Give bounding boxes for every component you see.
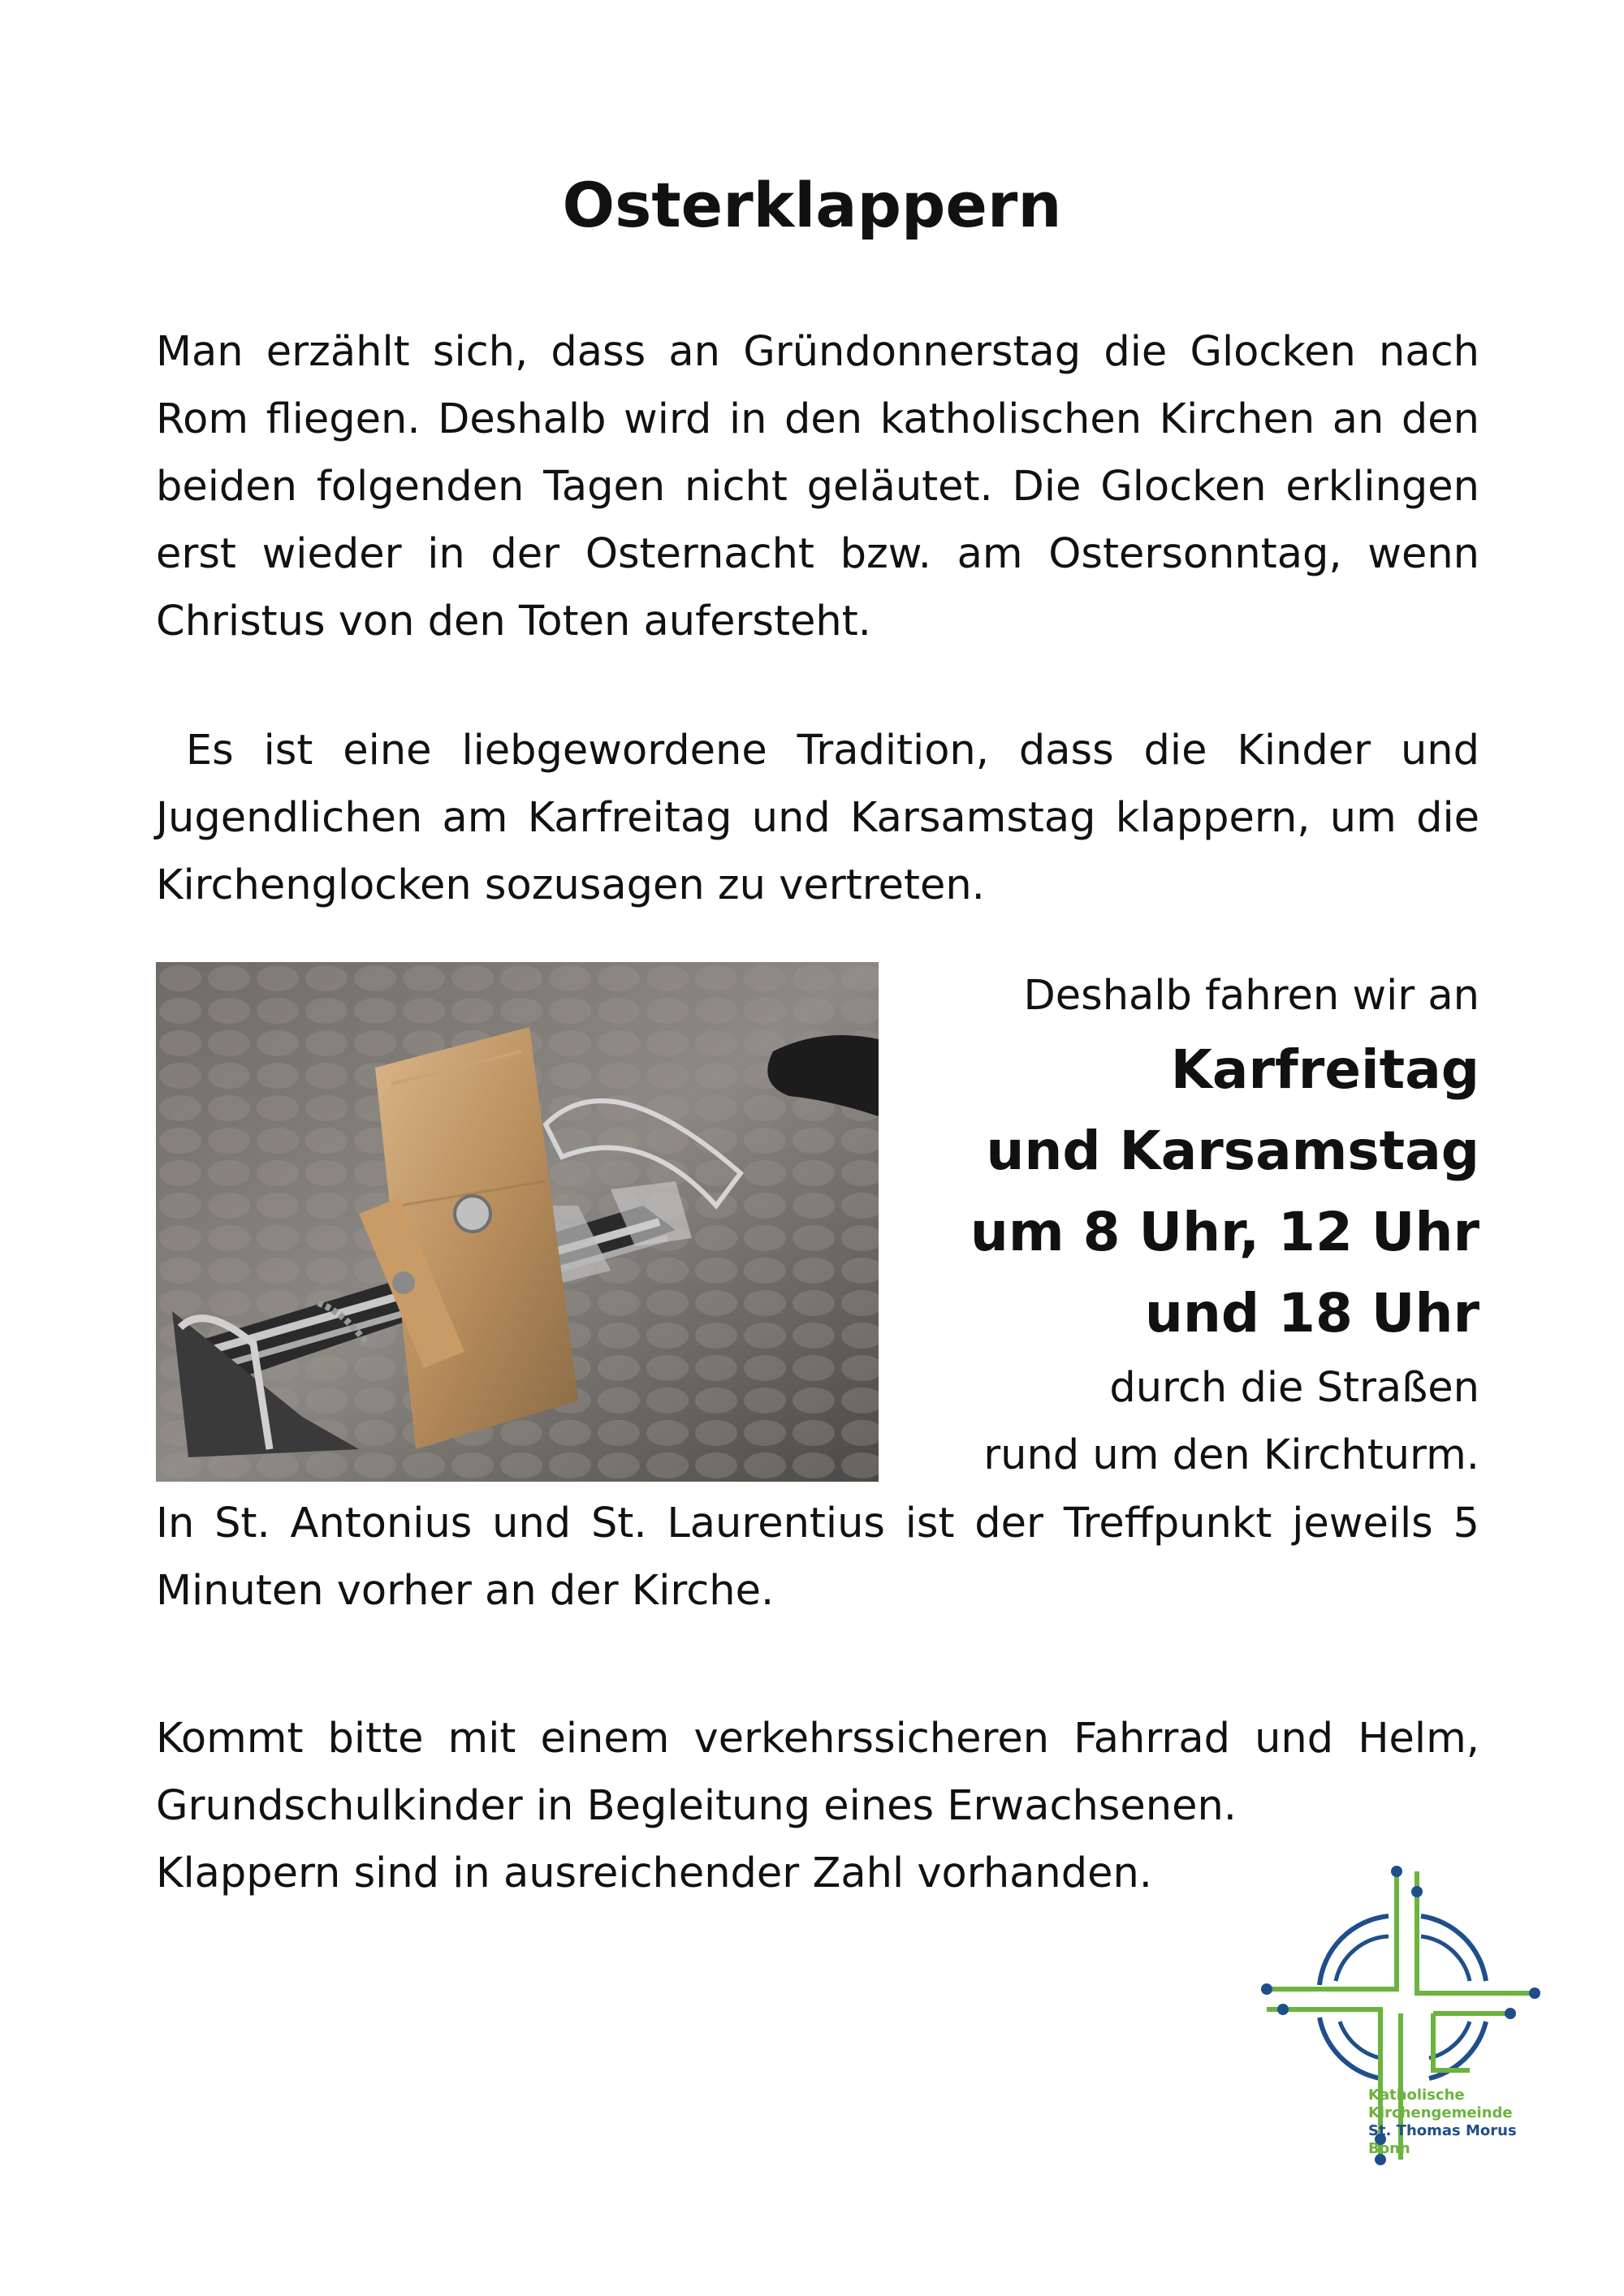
schedule-route-1: durch die Straßen: [1109, 1364, 1479, 1412]
logo-text-line-1: Katholische: [1368, 2087, 1465, 2104]
schedule-section: [156, 962, 1479, 1625]
bicycle-rattle-photo: [156, 962, 879, 1482]
parish-logo-text: [1368, 2087, 1517, 2158]
page-title: Osterklappern: [562, 169, 1062, 241]
schedule-time-1: um 8 Uhr, 12 Uhr: [970, 1201, 1479, 1263]
logo-text-line-3: St. Thomas Morus: [1368, 2122, 1517, 2139]
logo-text-line-2: Kirchengemeinde: [1368, 2104, 1513, 2121]
schedule-intro: Deshalb fahren wir an: [1023, 972, 1479, 1020]
meeting-point-text: In St. Antonius und St. Laurentius ist der Treffpunkt jeweils 5 Minuten vorher an der Kirche.: [156, 1500, 1479, 1615]
schedule-time-2: und 18 Uhr: [1144, 1282, 1479, 1344]
intro-paragraph: Man erzählt sich, dass an Gründonnerstag die Glocken nach Rom fliegen. Deshalb wird in den katholischen Kirchen an den beiden folgenden Tagen nicht geläutet. Die Glocken erklingen erst wieder in der Osternacht bzw. am Ostersonntag, wenn Christus von den Toten aufersteht.: [156, 328, 1479, 645]
bring-info-line-1: Kommt bitte mit einem verkehrssicheren Fahrrad und Helm, Grundschulkinder in Begleitung eines Erwachsenen.: [156, 1715, 1479, 1830]
tradition-paragraph: Es ist eine liebgewordene Tradition, dass die Kinder und Jugendlichen am Karfreitag und Karsamstag klappern, um die Kirchenglocken sozusagen zu vertreten.: [156, 727, 1493, 909]
logo-text-line-4: Bonn: [1368, 2140, 1410, 2157]
schedule-day-2: und Karsamstag: [986, 1120, 1479, 1182]
bring-info-line-2: Klappern sind in ausreichender Zahl vorhanden.: [156, 1849, 1153, 1897]
schedule-day-1: Karfreitag: [1170, 1038, 1479, 1101]
schedule-route-2: rund um den Kirchturm.: [983, 1431, 1479, 1479]
